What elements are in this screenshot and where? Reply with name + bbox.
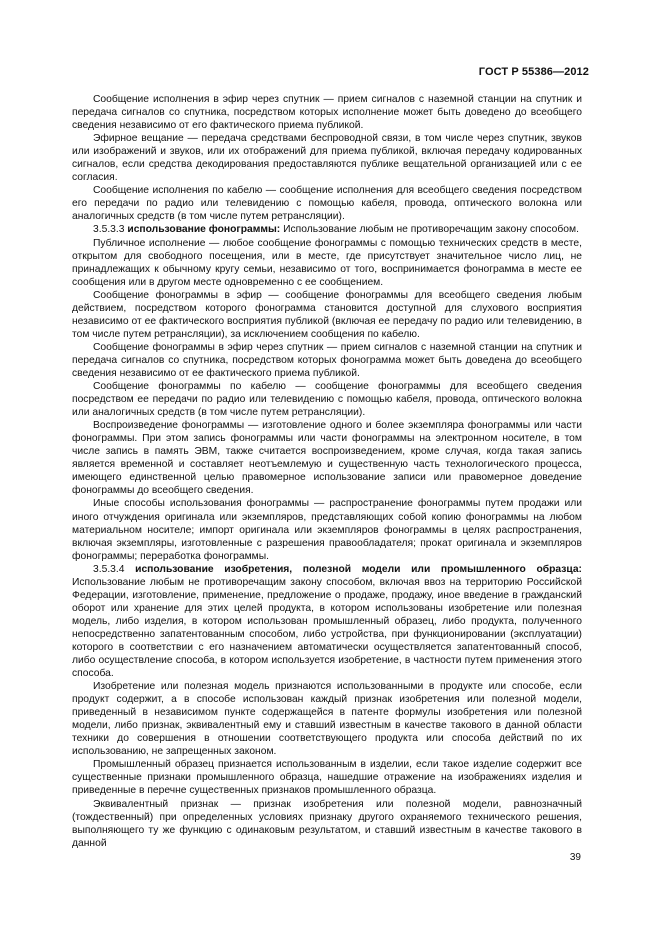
clause-term: использование изобретения, полезной модели или промышленного образца: [135, 563, 582, 575]
paragraph: Сообщение фонограммы в эфир — сообщение фонограммы для всеобщего сведения любым действием, посредством которого фонограмма становится доступной для слухового восприятия независимо от ее фактического восприятия публикой (включая ее передачу по радио или телевидению, в том числе путем ретрансляции), за исключением сообщения по кабелю. [72, 289, 582, 340]
paragraph: Сообщение фонограммы в эфир через спутник — прием сигналов с наземной станции на спутник и передача сигналов со спутника, посредством которых фонограмма может быть доведена до всеобщего сведения независимо от ее фактического приема публикой. [72, 341, 582, 379]
paragraph: Промышленный образец признается использованным в изделии, если такое изделие содержит все существенные признаки промышленного образца, нашедшие отражение на изображениях изделия и приведенные в перечне существенных признаков промышленного образца. [72, 759, 582, 797]
clause-term: использование фонограммы: [127, 224, 281, 236]
clause-number: 3.5.3.4 [93, 563, 125, 575]
body-text [72, 93, 582, 850]
paragraph: Сообщение исполнения в эфир через спутник — прием сигналов с наземной станции на спутник и передача сигналов со спутника, посредством которых исполнение может быть доведено до всеобщего сведения независимо от его фактического приема публикой. [72, 94, 582, 132]
page-number: 39 [569, 852, 581, 863]
paragraph: Эквивалентный признак — признак изобретения или полезной модели, равнозначный (тождественный) при определенных условиях признаку другого охраняемого технического решения, выполняющего ту же функцию с одинаковым результатом, и ставший известным в качестве такового в данной [72, 798, 582, 849]
paragraph: Сообщение фонограммы по кабелю — сообщение фонограммы для всеобщего сведения посредством ее передачи по радио или телевидению с помощью кабеля, провода, оптического волокна или аналогичных средств (в том числе путем ретрансляции). [72, 381, 582, 419]
paragraph: Публичное исполнение — любое сообщение фонограммы с помощью технических средств в месте, открытом для свободного посещения, или в месте, где присутствует значительное число лиц, не принадлежащих к обычному кругу семьи, независимо от того, воспринимается фонограмма в месте ее сообщения или в другом месте одновременно с ее сообщением. [72, 237, 582, 288]
paragraph: Изобретение или полезная модель признаются использованными в продукте или способе, если продукт содержит, а в способе использован каждый признак изобретения или полезной модели, приведенный в независимом пункте содержащейся в патенте формулы изобретения или полезной модели, либо признак, эквивалентный ему и ставший известным в качестве такового в данной области техники до совершения в отношении соответствующего продукта или способа действий по их использованию, не запрещенных законом. [72, 681, 582, 758]
clause-number: 3.5.3.3 [93, 224, 125, 236]
standard-designation: ГОСТ Р 55386—2012 [478, 66, 589, 78]
clause-3-5-3-3: 3.5.3.3 использование фонограммы: Использование любым не противоречащим закону способом. [93, 224, 579, 236]
paragraph: Эфирное вещание — передача средствами беспроводной связи, в том числе через спутник, звуков или изображений и звуков, или их отображений для приема публикой, включая передачу кодированных сигналов, если средства декодирования предоставляются публике вещательной организацией или с ее согласия. [72, 133, 582, 184]
paragraph: Иные способы использования фонограммы — распространение фонограммы путем продажи или иного отчуждения оригинала или экземпляров, представляющих собой копию фонограммы на любом материальном носителе; импорт оригинала или экземпляров фонограммы в целях распространения, включая экземпляры, изготовленные с разрешения правообладателя; прокат оригинала и экземпляров фонограммы; переработка фонограммы. [72, 498, 582, 562]
paragraph: Воспроизведение фонограммы — изготовление одного и более экземпляра фонограммы или части фонограммы. При этом запись фонограммы или части фонограммы на электронном носителе, в том числе запись в память ЭВМ, также считается воспроизведением, кроме случая, когда такая запись является временной и составляет неотъемлемую и существенную часть технологического процесса, имеющего единственной целью правомерное использование записи или правомерное доведение фонограммы до всеобщего сведения. [72, 420, 582, 497]
clause-3-5-3-4: 3.5.3.4 использование изобретения, полезной модели или промышленного образца: Использование любым не противоречащим закону способом, включая ввоз на территорию Российской Федерации, изготовление, применение, предложение о продаже, продажу, иное введение в гражданский оборот или хранение для этих целей продукта, в котором использованы изобретение или полезная модель, либо изделия, в котором использован промышленный образец, либо продукта, полученного непосредственно запатентованным способом, либо устройства, при функционировании (эксплуатации) которого в соответствии с его назначением автоматически осуществляется запатентованный способ, либо осуществление способа, в котором используется изобретение, в частности путем применения этого способа. [72, 563, 582, 680]
paragraph: Сообщение исполнения по кабелю — сообщение исполнения для всеобщего сведения посредством его передачи по радио или телевидению с помощью кабеля, провода, оптического волокна или аналогичных средств (в том числе путем ретрансляции). [72, 185, 582, 223]
